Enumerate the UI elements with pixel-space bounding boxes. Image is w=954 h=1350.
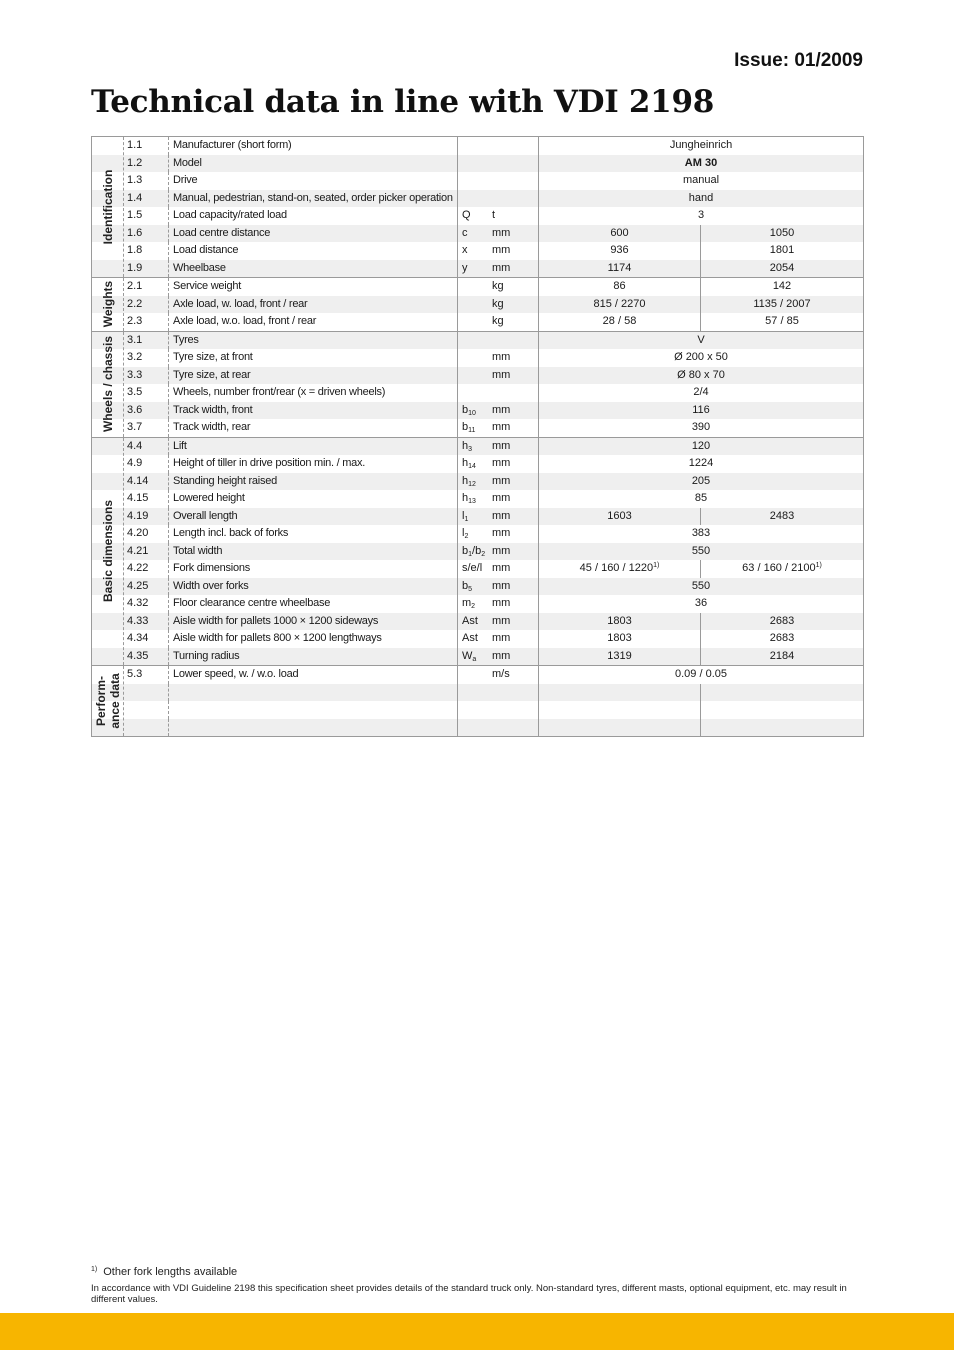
value-cell: 1801 [769,244,795,256]
row-unit: mm [492,648,539,666]
row-symbol [458,190,492,208]
row-description [169,684,458,702]
row-number: 4.25 [124,578,169,596]
footnote [91,1266,237,1278]
row-symbol [458,332,492,350]
table-row [92,543,863,561]
row-unit: mm [492,525,539,543]
table-row [92,207,863,225]
value-cell [701,701,863,719]
row-unit: mm [492,367,539,385]
row-unit [492,384,539,402]
value-cell: 36 [694,597,708,609]
row-number: 1.1 [124,137,169,155]
row-unit: mm [492,490,539,508]
row-unit: mm [492,349,539,367]
row-number: 4.15 [124,490,169,508]
value-cell [701,719,863,737]
row-values [539,578,863,596]
row-unit: mm [492,578,539,596]
row-values [539,260,863,278]
row-symbol: $m_2$ [462,597,476,610]
row-unit: mm [492,508,539,526]
value-cell: hand [688,191,714,204]
row-symbol: Ast [462,614,478,627]
value-cell: 2184 [769,649,795,662]
row-values [539,349,863,367]
row-values [539,525,863,543]
row-number: 4.21 [124,543,169,561]
row-symbol: $W_a$ [462,649,477,663]
row-values [539,332,863,350]
row-symbol: $h_3$ [462,439,473,453]
row-description: Length incl. back of forks [169,525,458,543]
row-description: Service weight [169,278,458,296]
row-number: 4.33 [124,613,169,631]
row-unit [492,701,539,719]
value-cell: 1803 [539,630,701,648]
table-row [92,525,863,543]
row-number: 3.6 [124,402,169,420]
section-wheels-chassis [92,331,863,437]
row-description: Turning radius [169,648,458,666]
value-cell: 86 [539,278,701,296]
table-row [92,313,863,331]
row-description: Tyre size, at rear [169,367,458,385]
row-description: Manufacturer (short form) [169,137,458,155]
row-description: Total width [169,543,458,561]
row-symbol: $h_{14}$ [462,457,476,470]
row-unit: mm [492,438,539,456]
row-unit: kg [492,313,539,331]
value-cell: 142 [772,280,792,292]
value-cell [539,701,701,719]
table-row [92,402,863,420]
row-number: 3.3 [124,367,169,385]
row-symbol: $l_2$ [462,527,469,540]
row-values [539,455,863,473]
table-row [92,260,863,278]
row-number [124,684,169,702]
row-number: 1.3 [124,172,169,190]
section-label [92,438,124,666]
row-values [539,438,863,456]
row-values [539,296,863,314]
section-label-text: Weights [100,281,115,328]
row-values [539,543,863,561]
row-unit: mm [492,543,539,561]
value-cell: 28 / 58 [539,313,701,331]
value-cell: 600 [539,225,701,243]
value-cell [539,684,701,702]
row-number: 4.20 [124,525,169,543]
table-row [92,508,863,526]
row-symbol: $b_1/b_2$ [462,544,486,558]
row-values [539,278,863,296]
value-cell: 1603 [539,508,701,526]
row-symbol: $h_{12}$ [462,474,476,488]
value-cell: manual [682,174,720,186]
value-cell: 57 / 85 [765,315,799,327]
table-row [92,225,863,243]
row-description: Wheels, number front/rear (x = driven wheels) [169,384,458,402]
value-cell: 63 / 160 / 2100$^{1)}$ [742,562,822,574]
row-values [539,402,863,420]
section-basic-dimensions [92,437,863,666]
row-symbol: $l_1$ [462,509,469,523]
row-unit: mm [492,613,539,631]
row-unit: t [492,207,539,225]
row-values [539,613,863,631]
row-unit: mm [492,419,539,437]
section-label [92,666,124,736]
section-label-text: Wheels / chassis [100,335,115,433]
row-values [539,684,863,702]
section-identification [92,137,863,277]
row-number: 4.9 [124,455,169,473]
row-number: 2.2 [124,296,169,314]
row-description [169,701,458,719]
row-description: Lowered height [169,490,458,508]
table-row [92,332,863,350]
value-cell: 2483 [769,509,795,522]
row-number: 1.2 [124,155,169,173]
table-row [92,190,863,208]
value-cell: 1319 [539,648,701,666]
value-cell: V [697,333,705,346]
row-values [539,595,863,613]
table-row [92,384,863,402]
value-cell: 1224 [688,457,714,469]
issue-label: Issue: 01/2009 [734,50,863,71]
table-row [92,296,863,314]
row-unit [492,155,539,173]
value-cell: 815 / 2270 [539,296,701,314]
row-values [539,719,863,737]
value-cell: Jungheinrich [669,139,733,151]
row-description: Tyre size, at front [169,349,458,367]
row-symbol: $b_{10}$ [462,403,476,417]
value-cell: 45 / 160 / 1220$^{1)}$ [539,560,701,578]
row-description: Load capacity/rated load [169,207,458,225]
table-row [92,367,863,385]
table-row [92,349,863,367]
footnote-marker: 1) [91,1266,98,1273]
row-number: 4.19 [124,508,169,526]
row-symbol: c [462,226,468,239]
table-row [92,172,863,190]
row-unit: mm [492,455,539,473]
value-cell: 205 [691,474,711,487]
row-description: Axle load, w. load, front / rear [169,296,458,314]
row-unit: m/s [492,666,539,684]
row-description: Standing height raised [169,473,458,491]
value-cell: AM 30 [684,156,718,169]
row-values [539,172,863,190]
value-cell: Ø 200 x 50 [674,351,728,363]
row-values [539,648,863,666]
row-symbol [458,313,492,331]
value-cell: 3 [697,209,705,221]
row-description [169,719,458,737]
table-row [92,490,863,508]
value-cell [701,684,863,702]
value-cell: 550 [691,544,711,557]
value-cell [539,719,701,737]
row-values [539,313,863,331]
section-label [92,137,124,277]
value-cell: 85 [694,492,708,504]
row-number: 3.1 [124,332,169,350]
row-description: Height of tiller in drive position min. / max. [169,455,458,473]
row-values [539,666,863,684]
row-description: Fork dimensions [169,560,458,578]
section-weights [92,277,863,331]
row-description: Wheelbase [169,260,458,278]
table-row [92,666,863,684]
page-title: Technical data in line with VDI 2198 [91,84,714,120]
row-symbol [458,384,492,402]
value-cell: 1174 [539,260,701,278]
row-values [539,225,863,243]
table-row [92,719,863,737]
row-description: Aisle width for pallets 800 × 1200 lengthways [169,630,458,648]
row-symbol [458,296,492,314]
row-description: Lower speed, w. / w.o. load [169,666,458,684]
row-values [539,508,863,526]
row-unit: mm [492,630,539,648]
value-cell: 550 [691,579,711,592]
row-values [539,473,863,491]
value-cell: 116 [692,403,710,416]
row-symbol: $b_5$ [462,579,473,593]
row-description: Manual, pedestrian, stand-on, seated, order picker operation [169,190,458,208]
value-cell: 0.09 / 0.05 [675,668,727,680]
row-values [539,701,863,719]
row-symbol: y [462,261,468,274]
row-symbol [458,278,492,296]
row-unit [492,172,539,190]
row-symbol [458,684,492,702]
row-number: 3.2 [124,349,169,367]
table-row [92,438,863,456]
row-unit: kg [492,278,539,296]
row-description: Track width, rear [169,419,458,437]
row-description: Width over forks [169,578,458,596]
footer-accent-bar [0,1313,954,1350]
value-cell: 936 [539,242,701,260]
section-label [92,278,124,331]
row-number: 4.35 [124,648,169,666]
row-description: Floor clearance centre wheelbase [169,595,458,613]
row-values [539,630,863,648]
row-number: 3.5 [124,384,169,402]
value-cell: Ø 80 x 70 [677,368,725,381]
value-cell: 2683 [769,632,795,644]
row-values [539,490,863,508]
row-values [539,419,863,437]
table-row [92,560,863,578]
row-number: 1.4 [124,190,169,208]
section-perform-ance-data [92,665,863,736]
row-number [124,701,169,719]
table-row [92,630,863,648]
row-symbol [458,137,492,155]
value-cell: 1803 [539,613,701,631]
row-number: 3.7 [124,419,169,437]
row-values [539,560,863,578]
table-row [92,684,863,702]
table-row [92,278,863,296]
row-symbol [458,666,492,684]
value-cell: 2/4 [693,386,709,398]
row-symbol: $b_{11}$ [462,421,476,434]
row-symbol: $h_{13}$ [462,492,476,505]
value-cell: 2683 [769,614,795,627]
row-description: Aisle width for pallets 1000 × 1200 sideways [169,613,458,631]
row-number: 1.5 [124,207,169,225]
row-values [539,190,863,208]
row-unit [492,719,539,737]
row-values [539,207,863,225]
table-row [92,701,863,719]
row-symbol [458,719,492,737]
row-values [539,384,863,402]
table-row [92,648,863,666]
table-row [92,137,863,155]
row-symbol [458,172,492,190]
row-number: 4.14 [124,473,169,491]
row-values [539,137,863,155]
table-row [92,455,863,473]
table-row [92,242,863,260]
value-cell: 2054 [769,261,795,274]
row-unit: mm [492,473,539,491]
section-label-text: Basic dimensions [100,500,115,603]
table-row [92,473,863,491]
row-symbol [458,367,492,385]
row-unit [492,332,539,350]
row-symbol: Q [462,209,471,221]
row-description: Model [169,155,458,173]
row-number: 4.32 [124,595,169,613]
table-row [92,155,863,173]
row-symbol [458,701,492,719]
row-description: Tyres [169,332,458,350]
row-number: 5.3 [124,666,169,684]
row-description: Load distance [169,242,458,260]
row-number: 1.8 [124,242,169,260]
table-row [92,613,863,631]
table-row [92,595,863,613]
table-row [92,419,863,437]
row-symbol: x [462,244,468,256]
footnote-text: Other fork lengths available [103,1266,238,1278]
row-unit: mm [492,242,539,260]
row-unit: mm [492,225,539,243]
row-unit: mm [492,260,539,278]
spec-table [91,136,864,737]
value-cell: 120 [691,439,711,452]
row-number: 1.9 [124,260,169,278]
row-values [539,155,863,173]
row-symbol: s/e/l [462,562,483,574]
row-symbol: Ast [462,632,478,644]
row-symbol [458,349,492,367]
row-unit: kg [492,296,539,314]
disclaimer: In accordance with VDI Guideline 2198 this specification sheet provides details of the standard truck only. Non-standard tyres, different masts, optional equipment, etc. may result in different values. [91,1283,847,1305]
row-unit: mm [492,560,539,578]
value-cell: 390 [691,421,711,433]
row-description: Overall length [169,508,458,526]
row-number: 4.22 [124,560,169,578]
row-unit: mm [492,595,539,613]
section-label-text: Identification [100,169,115,245]
row-number: 1.6 [124,225,169,243]
row-unit [492,137,539,155]
row-values [539,367,863,385]
row-number: 4.4 [124,438,169,456]
row-number: 4.34 [124,630,169,648]
row-description: Axle load, w.o. load, front / rear [169,313,458,331]
row-unit [492,190,539,208]
row-unit: mm [492,402,539,420]
row-symbol [458,155,492,173]
row-number [124,719,169,737]
row-description: Track width, front [169,402,458,420]
value-cell: 383 [691,527,711,539]
section-label-text: Perform- ance data [93,673,122,729]
row-number: 2.1 [124,278,169,296]
table-row [92,578,863,596]
row-unit [492,684,539,702]
row-description: Load centre distance [169,225,458,243]
row-number: 2.3 [124,313,169,331]
row-description: Lift [169,438,458,456]
section-label [92,332,124,437]
row-values [539,242,863,260]
row-description: Drive [169,172,458,190]
value-cell: 1050 [769,226,795,239]
value-cell: 1135 / 2007 [753,297,811,310]
